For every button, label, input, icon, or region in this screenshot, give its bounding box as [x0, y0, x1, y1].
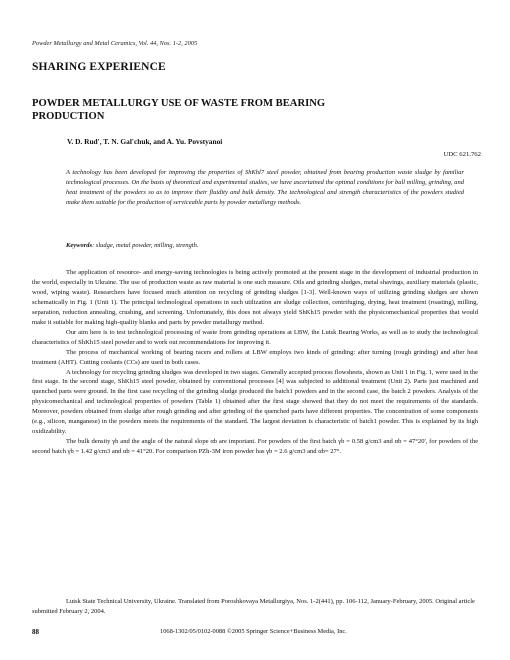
keywords: [66, 241, 464, 251]
body-text: [32, 268, 478, 457]
body-paragraph-4: A technology for recycling grinding sludges was developed in two stages. Generally accepted process flowsheets, shown as Unit 1 in Fig. 1, were used in the first stage. In the second stage, ShKh15 steel powder, obtained by conventional processes [4] was subjected to additional treatment (Unit 2). Parts just machined and quenched parts were ground. In the first case recycling of the grinding sludge produced the batch1 powders and in the second case, the batch 2 powders. Analysis of the physicomechanical and technological properties of powders (Table 1) obtained after the first stage showed that they do not meet the requirements of the standards. Moreover, powders obtained from sludge after rough grinding and after grinding of the quenched parts have different properties. The concentration of some components (e.g., silicon, manganese) in the powders meets the requirements of the standard. The largest deviation is characteristic of batch1 powder. This is explained by its high oxidizability.: [32, 368, 478, 436]
article-title: POWDER METALLURGY USE OF WASTE FROM BEARING PRODUCTION: [32, 98, 326, 122]
section-heading: SHARING EXPERIENCE: [32, 61, 166, 73]
copyright-line: 1068-1302/05/0102-0088 ©2005 Springer Science+Business Media, Inc.: [160, 628, 347, 635]
keywords-label: Keywords: [66, 242, 92, 249]
body-paragraph-2: Our aim here is to test technological processing of waste from grinding operations at LBW, the Lutsk Bearing Works, as well as to study the technological characteristics of ShKh15 steel powder and to work out recommendations for improving it.: [32, 328, 478, 346]
page-number: 88: [32, 628, 39, 636]
udc-code: UDC 621.762: [443, 151, 481, 158]
journal-running-header: Powder Metallurgy and Metal Ceramics, Vol. 44, Nos. 1-2, 2005: [32, 40, 198, 47]
affiliation-footnote: Lutsk State Technical University, Ukraine. Translated from Poroshkovaya Metallurgiya, Nos. 1-2(441), pp. 106-112, January-February, 2005. Original article submitted February 2, 2004.: [32, 598, 475, 615]
body-paragraph-1: The application of resource- and energy-saving technologies is being actively promoted at the present stage in the development of industrial production in the world, especially in Ukraine. The use of production waste as raw material is one such measure. Oils and grinding sludges, metal shavings, auxiliary materials (plastic, wood, wiping waste). Researchers have focused much attention on recycling of grinding sludges [1-3]. Well-known ways of utilizing grinding sludges are shown schematically in Fig. 1 (Unit 1). The principal technological operations in such utilization are sludge collection, centrifuging, drying, heat treatment (roasting), milling, separation, reduction annealing, crushing, and screening. Unfortunately, this does not always yield ShKh15 powder with the physicomechanical properties that would make it suitable for making high-quality blanks and parts by powder metallurgy method.: [32, 269, 478, 326]
body-paragraph-5: The bulk density γb and the angle of the natural slope αb are important. For powders of the first batch γb = 0.58 g/cm3 and αb = 47°20', for powders of the second batch γb = 1.42 g/cm3 and αb = 41°20. For comparison PZh-3M iron powder has γb = 2.6 g/cm3 and αb= 27°.: [32, 438, 478, 456]
article-authors: V. D. Rud', T. N. Gal'chuk, and A. Yu. Povstyanoi: [67, 137, 223, 146]
keywords-text: : sludge, metal powder, milling, strength.: [92, 242, 199, 249]
body-paragraph-3: The process of mechanical working of bearing racers and rollers at LBW employs two kinds of grinding: after turning (rough grinding) and after heat treatment (AHT). Cutting coolants (CCs) are used in both cases.: [32, 348, 478, 366]
abstract: A technology has been developed for improving the properties of ShKhl7 steel powder, obtained from bearing production waste sludge by familiar technological processes. On the basis of theoretical and experimental studies, we have ascertained the optimal conditions for ball milling, grinding, and heat treatment of the powders so as to improve their fluidity and bulk density. The technological and strength characteristics of the powders studied make them suitable for the production of serviceable parts by powder metallurgy methods.: [66, 169, 464, 206]
